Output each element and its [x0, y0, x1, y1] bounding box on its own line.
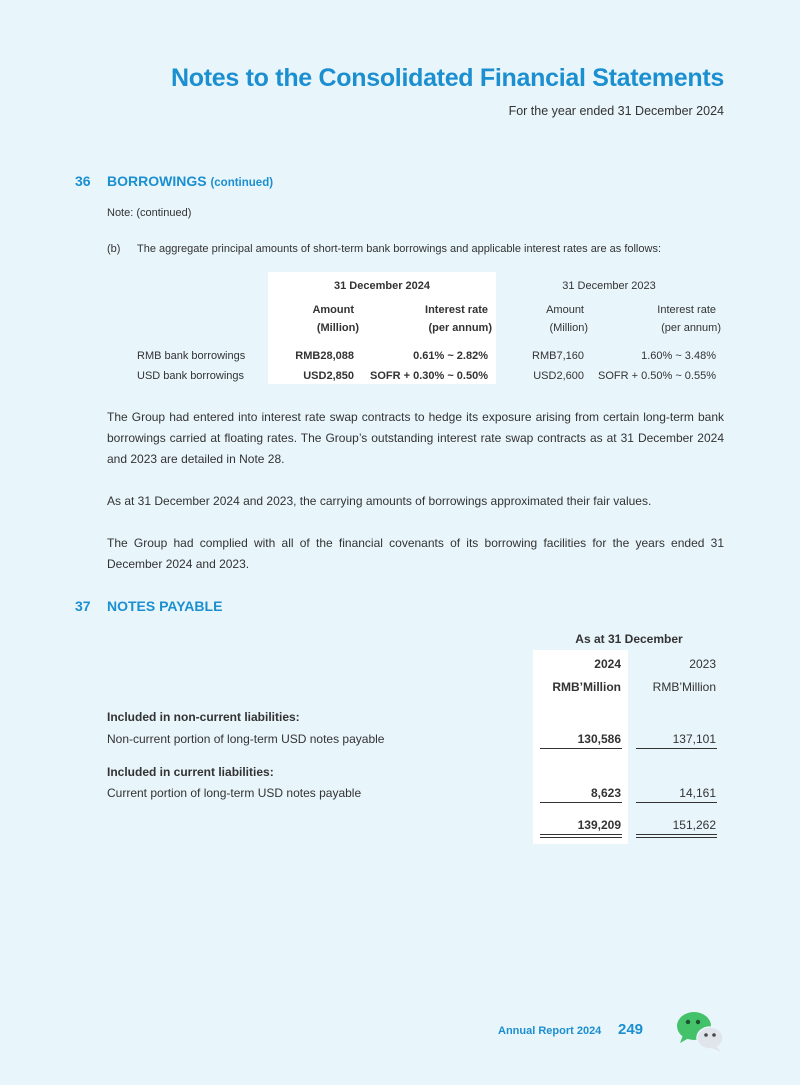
rule-total-2024-b	[540, 837, 622, 838]
table-cell-amount-2023: USD2,600	[533, 370, 584, 382]
total-value-2024: 139,209	[577, 818, 621, 832]
wechat-logo-icon	[674, 1008, 726, 1054]
notes-unit-2024: RMB’Million	[552, 680, 621, 694]
rule-total-2023-b	[636, 837, 717, 838]
table-cell-rate-2023: SOFR + 0.50% ~ 0.55%	[597, 370, 716, 382]
col-rate-2024: Interest rate	[425, 304, 488, 316]
table-cell-rate-2024: SOFR + 0.30% ~ 0.50%	[369, 370, 488, 382]
section-36-number: 36	[75, 173, 91, 189]
paragraph-interest-rate-swap: The Group had entered into interest rate swap contracts to hedge its exposure arising from certain long-term bank borrowings carried at floating rates. The Group’s outstanding interest rate swap contracts as at 31 December 2024 and 2023 are detailed in Note 28.	[107, 410, 724, 466]
col-amount-2023: Amount	[546, 304, 584, 316]
noncurrent-heading: Included in non-current liabilities:	[107, 710, 300, 724]
col-rate-unit-2023: (per annum)	[661, 322, 721, 334]
note-continued: Note: (continued)	[107, 207, 192, 219]
table-row-label: USD bank borrowings	[137, 370, 244, 382]
rule-current-2023	[636, 802, 717, 803]
page-number: 249	[618, 1021, 644, 1038]
table-cell-amount-2024: USD2,850	[303, 370, 354, 382]
notes-unit-2023: RMB’Million	[652, 680, 716, 694]
col-rate-2023: Interest rate	[657, 304, 716, 316]
table-cell-rate-2023: 1.60% ~ 3.48%	[641, 350, 716, 362]
rule-total-2023-a	[636, 834, 717, 835]
table-cell-rate-2024: 0.61% ~ 2.82%	[413, 350, 488, 362]
rule-total-2024-a	[540, 834, 622, 835]
item-b-text: The aggregate principal amounts of short-term bank borrowings and applicable interest rates are as follows:	[137, 243, 661, 255]
section-36-title	[107, 173, 273, 189]
noncurrent-value-2023: 137,101	[672, 732, 716, 746]
col-amount-unit-2024: (Million)	[316, 322, 359, 334]
current-heading: Included in current liabilities:	[107, 765, 274, 779]
rule-noncurrent-2024	[540, 748, 622, 749]
period-2024-header: 31 December 2024	[333, 280, 430, 292]
section-37-number: 37	[75, 598, 91, 614]
section-36-continued: (continued)	[210, 177, 274, 189]
section-36-title-text: BORROWINGS	[107, 173, 207, 189]
current-value-2023: 14,161	[679, 786, 716, 800]
section-37-title: NOTES PAYABLE	[107, 598, 223, 614]
notes-table-header: As at 31 December	[575, 632, 683, 646]
paragraph-covenants: The Group had complied with all of the financial covenants of its borrowing facilities for the years ended 31 December 2024 and 2023.	[107, 536, 724, 571]
table-row-label: RMB bank borrowings	[137, 350, 246, 362]
period-2023-header: 31 December 2023	[562, 280, 656, 292]
col-amount-2024: Amount	[312, 304, 354, 316]
footer-report-label: Annual Report 2024	[498, 1025, 602, 1037]
page-title: Notes to the Consolidated Financial Statements	[171, 64, 724, 92]
current-label: Current portion of long-term USD notes payable	[107, 786, 362, 800]
item-b-label: (b)	[107, 243, 121, 255]
rule-current-2024	[540, 802, 622, 803]
current-value-2024: 8,623	[590, 786, 621, 800]
paragraph-fair-values: As at 31 December 2024 and 2023, the carrying amounts of borrowings approximated their fair values.	[107, 494, 652, 508]
notes-year-2023: 2023	[689, 657, 716, 671]
col-rate-unit-2024: (per annum)	[428, 322, 492, 334]
table-cell-amount-2024: RMB28,088	[295, 350, 354, 362]
table-cell-amount-2023: RMB7,160	[532, 350, 584, 362]
page-subtitle: For the year ended 31 December 2024	[508, 104, 724, 118]
noncurrent-label: Non-current portion of long-term USD notes payable	[107, 732, 385, 746]
notes-year-2024: 2024	[594, 657, 621, 671]
rule-noncurrent-2023	[636, 748, 717, 749]
total-value-2023: 151,262	[672, 818, 716, 832]
noncurrent-value-2024: 130,586	[577, 732, 621, 746]
col-amount-unit-2023: (Million)	[549, 322, 588, 334]
